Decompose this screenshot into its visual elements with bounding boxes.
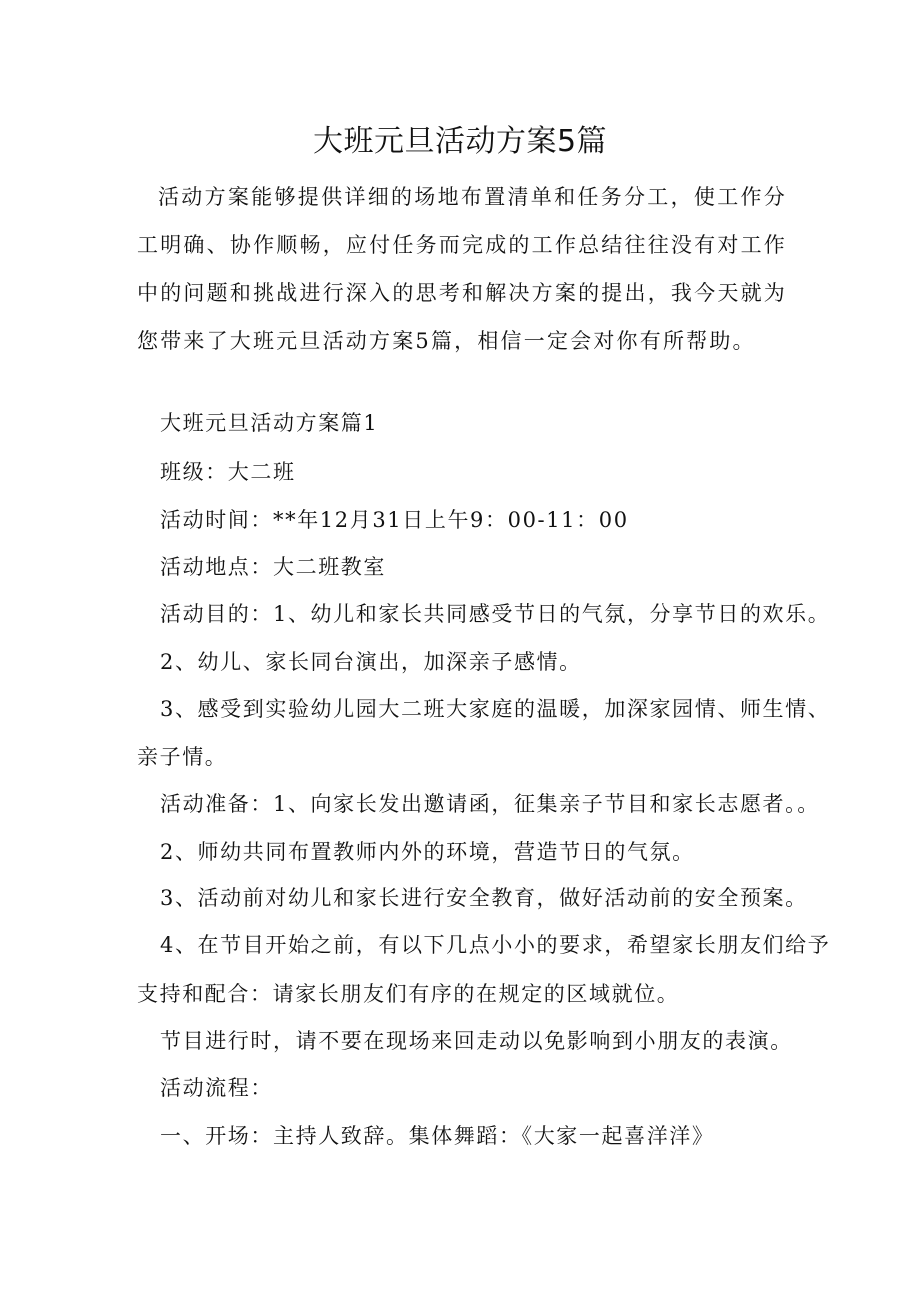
preparation-item-4-continued: 支持和配合：请家长朋友们有序的在规定的区域就位。 xyxy=(137,982,680,1006)
process-heading: 活动流程： xyxy=(160,1076,273,1100)
goal-item-3-continued: 亲子情。 xyxy=(137,745,228,769)
activity-time-line: 活动时间：**年12月31日上午9：00-11：00 xyxy=(160,508,629,532)
goal-item-2: 2、幼儿、家长同台演出，加深亲子感情。 xyxy=(160,650,582,674)
document-title: 大班元旦活动方案5篇 xyxy=(312,124,608,159)
intro-paragraph: 活动方案能够提供详细的场地布置清单和任务分工，使工作分工明确、协作顺畅，应付任务而完成的工作总结往往没有对工作中的问题和挑战进行深入的思考和解决方案的提出，我今天就为您带来了大班元旦活动方案5篇，相信一定会对你有所帮助。 xyxy=(137,185,787,353)
process-item-1: 一、开场：主持人致辞。集体舞蹈：《大家一起喜洋洋》 xyxy=(160,1124,715,1148)
section-heading: 大班元旦活动方案篇1 xyxy=(160,411,379,435)
goal-item-3: 3、感受到实验幼儿园大二班大家庭的温暖，加深家园情、师生情、 xyxy=(160,697,831,721)
activity-location-line: 活动地点：大二班教室 xyxy=(160,555,386,579)
preparation-line: 活动准备：1、向家长发出邀请函，征集亲子节目和家长志愿者。。 xyxy=(160,792,820,816)
preparation-item-2: 2、师幼共同布置教师内外的环境，营造节日的气氛。 xyxy=(160,840,695,864)
activity-goal-line: 活动目的：1、幼儿和家长共同感受节日的气氛，分享节日的欢乐。 xyxy=(160,602,831,626)
preparation-item-3: 3、活动前对幼儿和家长进行安全教育，做好活动前的安全预案。 xyxy=(160,886,808,910)
performance-note-line: 节目进行时，请不要在现场来回走动以免影响到小朋友的表演。 xyxy=(160,1029,793,1053)
preparation-item-4: 4、在节目开始之前，有以下几点小小的要求，希望家长朋友们给予 xyxy=(160,933,831,957)
class-line: 班级：大二班 xyxy=(160,460,296,484)
